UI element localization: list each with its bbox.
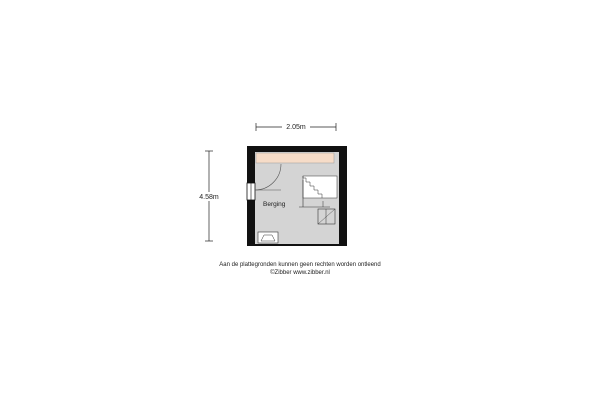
height-label: 4.58m xyxy=(199,194,219,201)
disclaimer-text: Aan de plattegronden kunnen geen rechten worden ontleend xyxy=(219,262,381,268)
fixture-box xyxy=(258,232,278,243)
credit-text: ©Zibber www.zibber.nl xyxy=(270,270,330,276)
wall-shelf xyxy=(256,153,334,163)
height-dimension xyxy=(194,151,224,241)
width-label: 2.05m xyxy=(286,124,306,131)
room-label: Berging xyxy=(263,201,286,208)
stair-block xyxy=(303,176,337,198)
width-dimension xyxy=(256,121,336,131)
cabinet xyxy=(318,209,335,224)
floor-fixture xyxy=(258,232,278,243)
